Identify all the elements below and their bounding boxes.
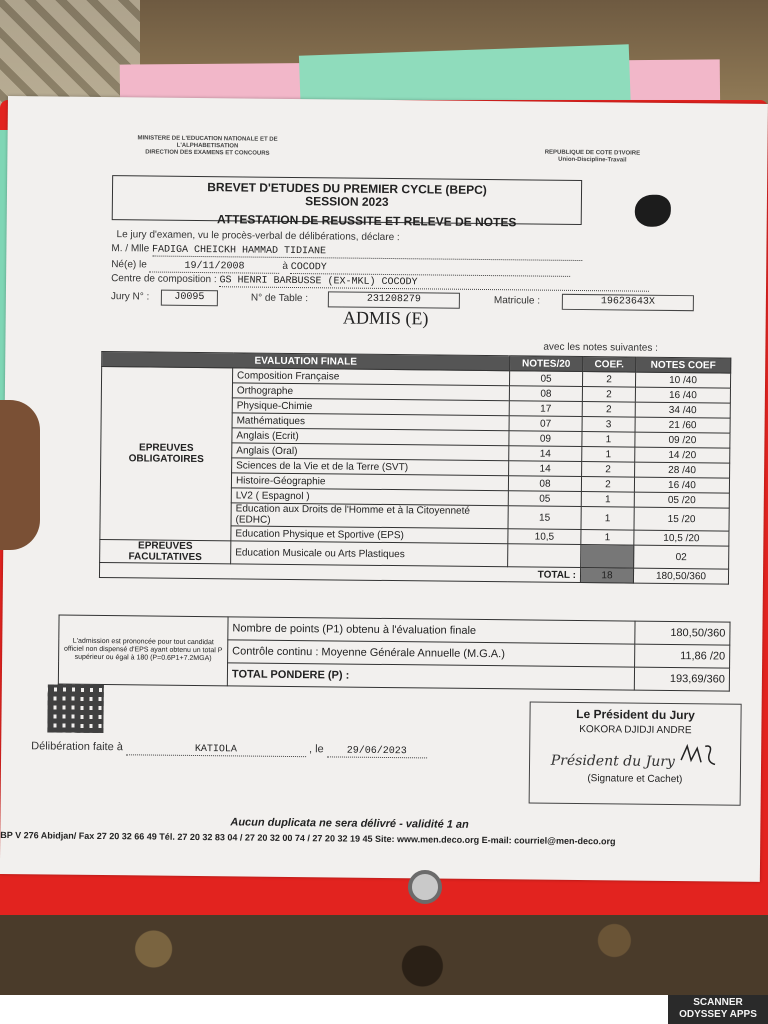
total-cell: 16 /40: [635, 387, 730, 403]
grades-table: [99, 351, 731, 585]
total-cell: 15 /20: [634, 507, 729, 531]
note-cell: 08: [508, 476, 581, 492]
date-label: , le: [308, 743, 324, 756]
result-admis: ADMIS (E): [342, 307, 429, 329]
total-cell: 34 /40: [635, 402, 730, 418]
subject-cell: Physique-Chimie: [232, 398, 509, 416]
contact-footer: BP V 276 Abidjan/ Fax 27 20 32 66 49 Tél. 27 20 32 83 04 / 27 20 32 00 74 / 27 20 32 19 45 Site: www.men.deco.org E-mail: courriel@men-deco.org: [0, 829, 616, 847]
deliberation-line: [31, 740, 427, 758]
admission-note: L'admission est prononcée pour tout candidat officiel non dispensé d'EPS ayant obtenu un total P supérieur ou égal à 180 (P=0.6P1+7.2MGA): [58, 615, 228, 686]
matricule-label: Matricule :: [493, 295, 541, 307]
coef-cell: 2: [582, 372, 635, 388]
note-cell: 05: [508, 491, 581, 507]
republic-motto: Union-Discipline-Travail: [558, 156, 627, 164]
p1-label: Nombre de points (P1) obtenu à l'évaluation finale: [228, 617, 635, 644]
group-obligatoires: EPREUVES OBLIGATOIRES: [100, 366, 233, 540]
deliberation-label: Délibération faite à: [31, 740, 123, 754]
deliberation-place: KATIOLA: [126, 743, 306, 757]
centre-name: GS HENRI BARBUSSE (EX-MKL) COCODY: [219, 275, 649, 292]
note-cell: 15: [508, 506, 581, 530]
name-line: [111, 243, 582, 261]
subject-cell: Anglais (Ecrit): [232, 428, 509, 446]
thumb: [0, 400, 40, 550]
folder-grommet: [408, 870, 442, 904]
watermark-brand: ODYSSEY APPS: [679, 1009, 757, 1020]
note-cell: 17: [509, 401, 582, 417]
president-box: [529, 701, 742, 805]
subject-cell: Anglais (Oral): [232, 443, 509, 461]
coef-cell: 1: [582, 447, 635, 463]
direction-name: DIRECTION DES EXAMENS ET CONCOURS: [145, 149, 270, 157]
optional-total: 02: [634, 545, 729, 569]
note-cell: 14: [509, 446, 582, 462]
ministry-header: [117, 135, 297, 158]
born-label: Né(e) le: [111, 259, 147, 271]
session-label: SESSION 2023: [305, 194, 389, 209]
subject-cell: Sciences de la Vie et de la Terre (SVT): [232, 458, 509, 476]
coef-cell: 2: [582, 462, 635, 478]
note-cell: 05: [509, 371, 582, 387]
coef-cell: 2: [582, 387, 635, 403]
president-title: Le Président du Jury: [576, 706, 695, 723]
scanner-watermark: [668, 995, 768, 1024]
subject-cell: Mathématiques: [232, 413, 509, 431]
intro-text: Le jury d'examen, vu le procès-verbal de délibérations, déclare :: [116, 229, 400, 244]
p-value: 193,69/360: [634, 667, 729, 691]
table-label: N° de Table :: [250, 292, 309, 305]
total-cell: 28 /40: [635, 462, 730, 478]
total-cell: 10 /40: [635, 372, 730, 388]
optional-note: [508, 544, 581, 568]
header-evaluation: EVALUATION FINALE: [102, 351, 510, 370]
coef-cell: 1: [581, 492, 634, 508]
group-facultatives: EPREUVES FACULTATIVES: [100, 539, 231, 563]
total-cell: 21 /60: [635, 417, 730, 433]
matricule-number: 19623643X: [562, 294, 694, 311]
name-label: M. / Mlle: [111, 243, 150, 255]
total-cell: 05 /20: [634, 492, 729, 508]
handwritten-text: Président du Jury: [550, 752, 675, 771]
p-label: TOTAL PONDERE (P) :: [227, 663, 634, 690]
note-cell: 07: [509, 416, 582, 432]
note-cell: 09: [509, 431, 582, 447]
header-notes-coef: NOTES COEF: [636, 357, 731, 373]
jury-number: J0095: [161, 290, 218, 307]
republic-header: [527, 149, 657, 164]
mga-label: Contrôle continu : Moyenne Générale Annuelle (M.G.A.): [228, 640, 635, 667]
centre-label: Centre de composition :: [111, 273, 217, 286]
total-coef: 18: [580, 568, 633, 584]
coef-cell: 1: [582, 432, 635, 448]
subject-cell: Education Physique et Sportive (EPS): [231, 526, 508, 544]
signature-cachet-label: (Signature et Cachet): [587, 773, 683, 786]
ministry-name: MINISTERE DE L'EDUCATION NATIONALE ET DE L'ALPHABETISATION: [137, 135, 278, 150]
header-notes: NOTES/20: [510, 356, 583, 372]
coef-cell: 1: [581, 530, 634, 546]
bottom-white-strip: [0, 995, 768, 1024]
emblem-stamp: [635, 195, 671, 227]
deliberation-date: 29/06/2023: [327, 745, 427, 758]
total-cell: 14 /20: [635, 447, 730, 463]
born-at-label: à: [282, 260, 288, 272]
subject-cell: Education aux Droits de l'Homme et à la Citoyenneté (EDHC): [231, 503, 508, 529]
total-cell: 09 /20: [635, 432, 730, 448]
qr-code: [47, 684, 103, 733]
subject-cell: Composition Française: [233, 368, 510, 386]
document-title: BREVET D'ETUDES DU PREMIER CYCLE (BEPC): [207, 180, 487, 198]
duplicata-notice: Aucun duplicata ne sera délivré - validité 1 an: [230, 816, 469, 831]
republic-name: REPUBLIQUE DE COTE D'IVOIRE: [544, 149, 641, 157]
mga-value: 11,86 /20: [635, 644, 730, 668]
optional-coef: [581, 545, 634, 569]
document-subtitle: ATTESTATION DE REUSSITE ET RELEVE DE NOTES: [216, 212, 517, 230]
signature-scribble-icon: [679, 742, 719, 766]
note-cell: 14: [509, 461, 582, 477]
certificate-document: [0, 96, 768, 882]
note-cell: 10,5: [508, 529, 581, 545]
total-label: TOTAL :: [99, 562, 580, 582]
subject-cell: Histoire-Géographie: [231, 473, 508, 491]
total-cell: 16 /40: [634, 477, 729, 493]
coef-cell: 2: [581, 477, 634, 493]
total-value: 180,50/360: [633, 568, 728, 584]
p1-value: 180,50/360: [635, 621, 730, 645]
coef-cell: 3: [582, 417, 635, 433]
summary-table: [58, 615, 731, 692]
watermark-app: SCANNER: [693, 997, 743, 1008]
coef-cell: 1: [581, 507, 634, 531]
subject-cell: LV2 ( Espagnol ): [231, 488, 508, 506]
leopard-fabric: [0, 915, 768, 1000]
birth-place: COCODY: [291, 262, 571, 277]
table-number: 231208279: [328, 291, 460, 308]
header-coef: COEF.: [583, 357, 636, 373]
subject-cell: Orthographe: [232, 383, 509, 401]
optional-subject: Education Musicale ou Arts Plastiques: [231, 541, 508, 567]
handwritten-signature: [530, 741, 740, 771]
jury-label: Jury N° :: [110, 291, 150, 303]
note-cell: 08: [509, 386, 582, 402]
coef-cell: 2: [582, 402, 635, 418]
president-name: KOKORA DJIDJI ANDRE: [579, 724, 692, 737]
candidate-name: FADIGA CHEICKH HAMMAD TIDIANE: [152, 245, 582, 262]
birth-date: 19/11/2008: [150, 260, 280, 273]
total-cell: 10,5 /20: [634, 530, 729, 546]
notes-intro: avec les notes suivantes :: [543, 341, 658, 354]
